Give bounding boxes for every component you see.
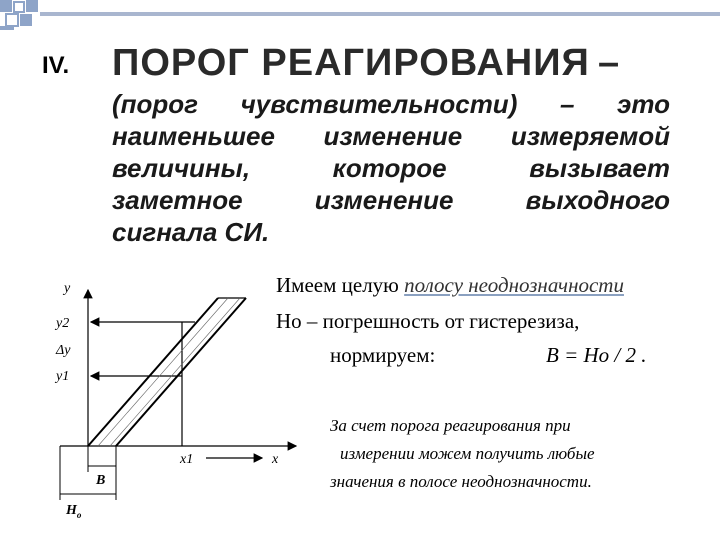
slide-title-dash: – bbox=[598, 42, 621, 84]
b-label: В bbox=[96, 473, 106, 488]
definition-word: изменение bbox=[314, 185, 454, 215]
definition-word: вызывает bbox=[529, 153, 670, 183]
ambiguity-prefix: Имеем целую bbox=[276, 273, 405, 297]
h0-label bbox=[65, 503, 82, 520]
y-axis-label: у bbox=[64, 281, 71, 296]
x1-label: х1 bbox=[180, 452, 194, 467]
guide-line bbox=[98, 298, 228, 446]
slide-title-text: ПОРОГ РЕАГИРОВАНИЯ bbox=[112, 42, 590, 84]
y2-label: у2 bbox=[56, 316, 70, 331]
definition-word: выходного bbox=[525, 185, 670, 215]
definition-word: величины, bbox=[112, 153, 251, 183]
definition-word: которое bbox=[332, 153, 447, 183]
band-right-edge bbox=[116, 298, 246, 446]
normalize-label: нормируем: bbox=[330, 343, 436, 367]
note-line-1: За счет порога реагирования при bbox=[330, 416, 571, 435]
normalize-formula: B = Ho / 2 . bbox=[546, 343, 647, 367]
definition-word: – bbox=[559, 89, 575, 119]
dy-label: Δу bbox=[56, 343, 71, 358]
definition-word: чувствительности) bbox=[240, 89, 518, 119]
definition-word: наименьшее bbox=[112, 121, 275, 151]
definition-word: измеряемой bbox=[510, 121, 670, 151]
y1-label: у1 bbox=[56, 369, 70, 384]
note-line-2: измерении можем получить любые bbox=[340, 444, 595, 463]
hysteresis-text: Но – погрешность от гистерезиза, bbox=[276, 309, 580, 333]
section-number: IV. bbox=[42, 52, 70, 79]
guide-line bbox=[110, 298, 240, 446]
definition-word: это bbox=[616, 89, 670, 119]
x-axis-label: х bbox=[272, 452, 279, 467]
note-line-3: значения в полосе неоднозначности. bbox=[330, 472, 592, 491]
ambiguity-highlight: полосу неоднозначности bbox=[404, 273, 624, 297]
h0-letter: Н bbox=[66, 503, 77, 518]
band-left-edge bbox=[88, 298, 218, 446]
h0-subscript: о bbox=[76, 510, 82, 520]
definition-word: заметное bbox=[112, 185, 243, 215]
definition-word: (порог bbox=[112, 89, 199, 119]
definition-line-5: сигнала СИ. bbox=[112, 217, 270, 247]
definition-word: изменение bbox=[323, 121, 463, 151]
